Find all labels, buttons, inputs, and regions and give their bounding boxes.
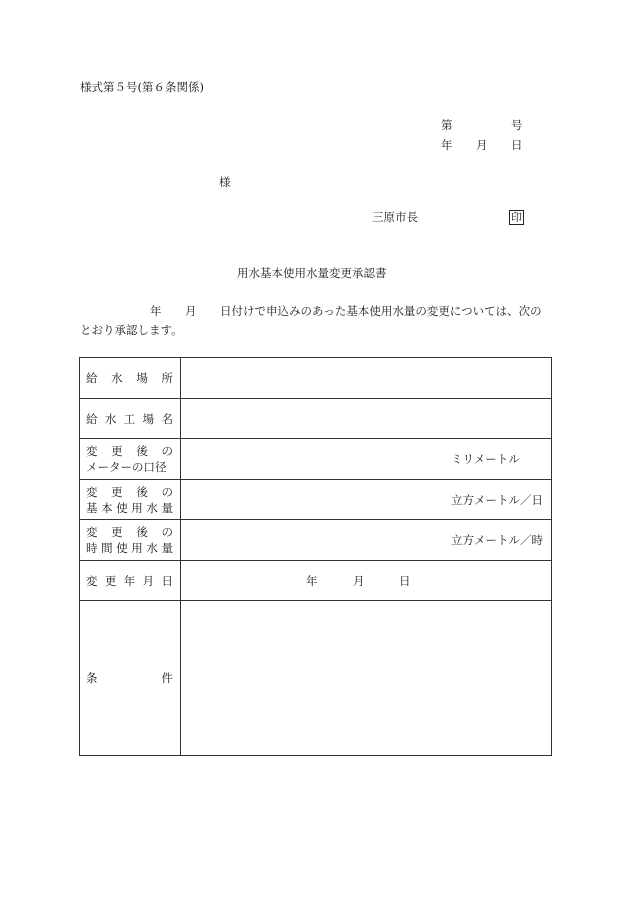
table-row-change-date xyxy=(80,561,552,601)
label-hourly-usage: 変 更 後 の 時 間 使 用 水 量 xyxy=(80,520,181,561)
table-row-supply-location xyxy=(80,358,552,399)
label-change-date: 変 更 年 月 日 xyxy=(80,561,181,601)
label-meter-diameter: 変 更 後 の メーターの口径 xyxy=(80,439,181,480)
change-date-month: 月 xyxy=(353,573,365,588)
change-date-day: 日 xyxy=(399,573,411,588)
change-date-year: 年 xyxy=(306,573,318,588)
unit-cubic-meter-per-day: 立方メートル／日 xyxy=(451,492,543,507)
value-meter-diameter[interactable] xyxy=(181,439,552,480)
value-hourly-usage[interactable] xyxy=(181,520,552,561)
unit-cubic-meter-per-hour: 立方メートル／時 xyxy=(451,533,543,547)
issuer-name: 三原市長 xyxy=(372,210,418,224)
body-text-line2: とおり承認します。 xyxy=(80,323,183,337)
label-basic-usage: 変 更 後 の 基 本 使 用 水 量 xyxy=(80,480,181,520)
value-basic-usage[interactable] xyxy=(181,480,552,520)
label-supply-location: 給 水 場 所 xyxy=(80,358,181,399)
label-conditions: 条 件 xyxy=(80,601,181,756)
label-factory-name: 給 水 工 場 名 xyxy=(80,399,181,439)
body-year: 年 xyxy=(150,304,162,318)
table-row-basic-usage xyxy=(80,480,552,520)
table-row-factory-name xyxy=(80,399,552,439)
table-row-meter-diameter xyxy=(80,439,552,480)
unit-millimeter: ミリメートル xyxy=(451,452,520,466)
value-supply-location[interactable] xyxy=(181,358,552,399)
document-number-suffix: 号 xyxy=(511,118,523,132)
value-factory-name[interactable] xyxy=(181,399,552,439)
table-row-conditions xyxy=(80,601,552,756)
value-change-date[interactable] xyxy=(181,561,552,601)
issue-date-month: 月 xyxy=(476,138,488,152)
approval-table xyxy=(79,357,552,756)
form-number: 様式第５号(第６条関係) xyxy=(80,80,204,94)
issue-date-day: 日 xyxy=(511,138,523,152)
issue-date-year: 年 xyxy=(441,138,453,152)
seal-mark: 印 xyxy=(511,211,522,224)
document-number-prefix: 第 xyxy=(441,118,453,132)
body-month: 月 xyxy=(185,304,197,318)
body-text-line1: 日付けで申込みのあった基本使用水量の変更については、次の xyxy=(220,304,542,318)
table-row-hourly-usage xyxy=(80,520,552,561)
value-conditions[interactable] xyxy=(181,601,552,756)
addressee-honorific: 様 xyxy=(219,175,231,189)
document-title: 用水基本使用水量変更承認書 xyxy=(237,266,387,280)
